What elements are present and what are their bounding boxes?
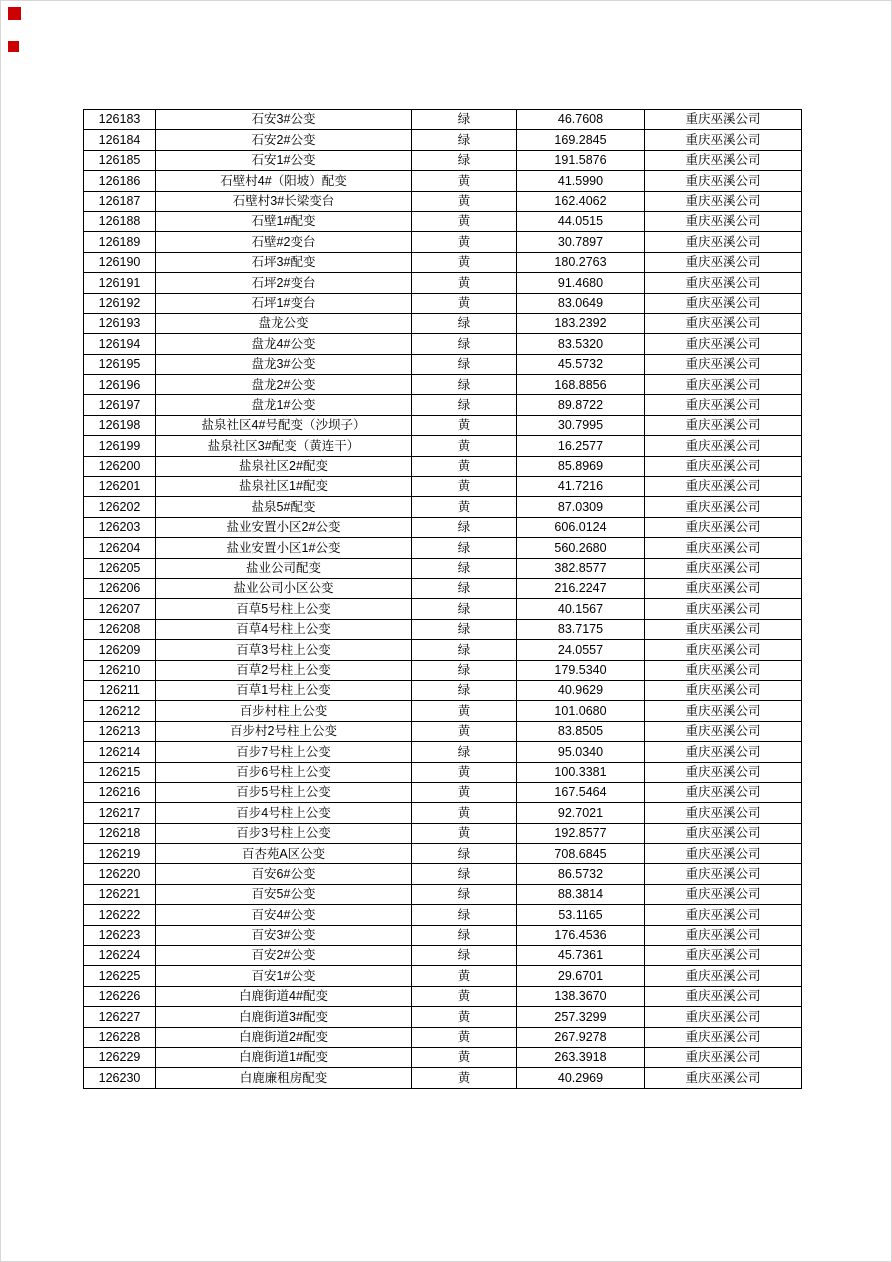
cell-name: 百步村2号柱上公变 [156,721,412,741]
cell-company: 重庆巫溪公司 [645,721,802,741]
table-row [84,966,802,986]
cell-status: 绿 [412,925,517,945]
cell-id: 126230 [84,1068,156,1088]
cell-status: 黄 [412,273,517,293]
cell-value: 83.0649 [517,293,645,313]
cell-value: 138.3670 [517,986,645,1006]
cell-company: 重庆巫溪公司 [645,191,802,211]
cell-status: 黄 [412,986,517,1006]
cell-company: 重庆巫溪公司 [645,762,802,782]
cell-name: 百步6号柱上公变 [156,762,412,782]
table-row [84,946,802,966]
cell-id: 126228 [84,1027,156,1047]
cell-value: 101.0680 [517,701,645,721]
cell-value: 560.2680 [517,538,645,558]
cell-name: 百安3#公变 [156,925,412,945]
cell-id: 126214 [84,742,156,762]
cell-name: 盐业安置小区1#公变 [156,538,412,558]
cell-name: 盐泉5#配变 [156,497,412,517]
cell-company: 重庆巫溪公司 [645,599,802,619]
cell-name: 百安4#公变 [156,905,412,925]
cell-status: 黄 [412,456,517,476]
cell-name: 百安1#公变 [156,966,412,986]
cell-id: 126193 [84,313,156,333]
cell-name: 百步村柱上公变 [156,701,412,721]
cell-value: 167.5464 [517,782,645,802]
cell-id: 126201 [84,477,156,497]
cell-value: 168.8856 [517,375,645,395]
cell-id: 126219 [84,844,156,864]
table-row [84,252,802,272]
table-row [84,925,802,945]
cell-name: 盘龙2#公变 [156,375,412,395]
cell-company: 重庆巫溪公司 [645,415,802,435]
cell-value: 83.5320 [517,334,645,354]
cell-name: 百杏苑A区公变 [156,844,412,864]
cell-status: 绿 [412,354,517,374]
table-row [84,375,802,395]
cell-value: 83.7175 [517,619,645,639]
cell-value: 45.7361 [517,946,645,966]
cell-value: 267.9278 [517,1027,645,1047]
table-row [84,517,802,537]
cell-status: 绿 [412,313,517,333]
cell-company: 重庆巫溪公司 [645,946,802,966]
table-row [84,130,802,150]
cell-id: 126221 [84,884,156,904]
cell-status: 黄 [412,823,517,843]
cell-name: 石壁1#配变 [156,211,412,231]
cell-company: 重庆巫溪公司 [645,1068,802,1088]
cell-status: 绿 [412,619,517,639]
cell-status: 绿 [412,375,517,395]
cell-status: 绿 [412,905,517,925]
cell-id: 126212 [84,701,156,721]
cell-id: 126205 [84,558,156,578]
cell-company: 重庆巫溪公司 [645,742,802,762]
cell-name: 白鹿廉租房配变 [156,1068,412,1088]
table-row [84,232,802,252]
cell-status: 绿 [412,558,517,578]
table-row [84,313,802,333]
cell-value: 86.5732 [517,864,645,884]
cell-name: 盘龙4#公变 [156,334,412,354]
cell-status: 黄 [412,782,517,802]
cell-name: 百安2#公变 [156,946,412,966]
cell-name: 百步4号柱上公变 [156,803,412,823]
cell-name: 盘龙公变 [156,313,412,333]
table-row [84,701,802,721]
cell-company: 重庆巫溪公司 [645,110,802,130]
table-row [84,1047,802,1067]
cell-value: 192.8577 [517,823,645,843]
cell-id: 126195 [84,354,156,374]
table-row [84,415,802,435]
cell-name: 盐泉社区1#配变 [156,477,412,497]
cell-name: 百草3号柱上公变 [156,640,412,660]
cell-name: 盐泉社区4#号配变（沙坝子） [156,415,412,435]
cell-id: 126187 [84,191,156,211]
table-row [84,782,802,802]
cell-status: 黄 [412,803,517,823]
cell-company: 重庆巫溪公司 [645,477,802,497]
cell-id: 126204 [84,538,156,558]
cell-name: 百草5号柱上公变 [156,599,412,619]
cell-company: 重庆巫溪公司 [645,680,802,700]
cell-id: 126210 [84,660,156,680]
cell-value: 24.0557 [517,640,645,660]
cell-status: 绿 [412,864,517,884]
cell-status: 黄 [412,293,517,313]
red-marker-second [8,41,19,52]
cell-status: 黄 [412,252,517,272]
cell-id: 126202 [84,497,156,517]
cell-value: 40.2969 [517,1068,645,1088]
cell-id: 126208 [84,619,156,639]
cell-value: 95.0340 [517,742,645,762]
cell-id: 126217 [84,803,156,823]
cell-company: 重庆巫溪公司 [645,436,802,456]
cell-status: 绿 [412,130,517,150]
cell-company: 重庆巫溪公司 [645,293,802,313]
cell-name: 石安1#公变 [156,150,412,170]
cell-value: 44.0515 [517,211,645,231]
table-row [84,150,802,170]
table-row [84,660,802,680]
cell-id: 126227 [84,1007,156,1027]
table-row [84,273,802,293]
cell-company: 重庆巫溪公司 [645,925,802,945]
cell-id: 126192 [84,293,156,313]
cell-status: 黄 [412,415,517,435]
cell-status: 黄 [412,701,517,721]
cell-name: 百草2号柱上公变 [156,660,412,680]
table-row [84,395,802,415]
cell-company: 重庆巫溪公司 [645,517,802,537]
cell-company: 重庆巫溪公司 [645,1027,802,1047]
table-row [84,762,802,782]
cell-status: 黄 [412,171,517,191]
cell-company: 重庆巫溪公司 [645,701,802,721]
table-row [84,884,802,904]
table-row [84,110,802,130]
cell-name: 白鹿街道4#配变 [156,986,412,1006]
cell-company: 重庆巫溪公司 [645,354,802,374]
table-row [84,640,802,660]
cell-value: 45.5732 [517,354,645,374]
cell-company: 重庆巫溪公司 [645,660,802,680]
cell-status: 黄 [412,436,517,456]
cell-name: 盐业公司配变 [156,558,412,578]
table-row [84,721,802,741]
cell-value: 162.4062 [517,191,645,211]
cell-id: 126183 [84,110,156,130]
cell-status: 黄 [412,497,517,517]
cell-status: 绿 [412,742,517,762]
transformer-table [83,109,802,1089]
cell-name: 白鹿街道2#配变 [156,1027,412,1047]
cell-status: 绿 [412,680,517,700]
cell-name: 盘龙3#公变 [156,354,412,374]
cell-status: 黄 [412,762,517,782]
cell-value: 169.2845 [517,130,645,150]
cell-name: 盐业公司小区公变 [156,578,412,598]
cell-id: 126207 [84,599,156,619]
table-row [84,905,802,925]
cell-name: 石壁村3#长梁变台 [156,191,412,211]
table-row [84,823,802,843]
cell-id: 126186 [84,171,156,191]
cell-company: 重庆巫溪公司 [645,211,802,231]
cell-value: 263.3918 [517,1047,645,1067]
cell-status: 绿 [412,844,517,864]
cell-id: 126226 [84,986,156,1006]
table-row [84,293,802,313]
cell-id: 126190 [84,252,156,272]
cell-status: 绿 [412,946,517,966]
cell-value: 382.8577 [517,558,645,578]
cell-id: 126220 [84,864,156,884]
cell-value: 41.7216 [517,477,645,497]
cell-value: 89.8722 [517,395,645,415]
cell-company: 重庆巫溪公司 [645,803,802,823]
table-row [84,477,802,497]
cell-status: 黄 [412,211,517,231]
cell-company: 重庆巫溪公司 [645,640,802,660]
cell-id: 126194 [84,334,156,354]
cell-company: 重庆巫溪公司 [645,273,802,293]
cell-value: 92.7021 [517,803,645,823]
cell-value: 708.6845 [517,844,645,864]
cell-company: 重庆巫溪公司 [645,619,802,639]
cell-status: 黄 [412,191,517,211]
cell-company: 重庆巫溪公司 [645,395,802,415]
cell-value: 216.2247 [517,578,645,598]
cell-id: 126185 [84,150,156,170]
cell-company: 重庆巫溪公司 [645,171,802,191]
cell-name: 盐泉社区3#配变（黄连干） [156,436,412,456]
cell-id: 126216 [84,782,156,802]
table-row [84,742,802,762]
red-marker-top [8,7,21,20]
cell-value: 30.7995 [517,415,645,435]
table-row [84,191,802,211]
cell-company: 重庆巫溪公司 [645,538,802,558]
cell-name: 石坪3#配变 [156,252,412,272]
cell-name: 百安6#公变 [156,864,412,884]
cell-status: 绿 [412,395,517,415]
table-row [84,436,802,456]
cell-status: 绿 [412,334,517,354]
table-row [84,1027,802,1047]
cell-value: 87.0309 [517,497,645,517]
cell-company: 重庆巫溪公司 [645,864,802,884]
cell-value: 29.6701 [517,966,645,986]
cell-company: 重庆巫溪公司 [645,232,802,252]
cell-value: 179.5340 [517,660,645,680]
cell-company: 重庆巫溪公司 [645,375,802,395]
table-row [84,986,802,1006]
cell-status: 绿 [412,660,517,680]
cell-status: 绿 [412,578,517,598]
cell-value: 41.5990 [517,171,645,191]
cell-company: 重庆巫溪公司 [645,558,802,578]
table-row [84,171,802,191]
cell-status: 黄 [412,966,517,986]
table-row [84,803,802,823]
cell-name: 百步5号柱上公变 [156,782,412,802]
cell-name: 石安2#公变 [156,130,412,150]
cell-company: 重庆巫溪公司 [645,966,802,986]
table-row [84,680,802,700]
cell-status: 黄 [412,1047,517,1067]
table-row [84,844,802,864]
table-row [84,497,802,517]
cell-name: 石坪1#变台 [156,293,412,313]
cell-company: 重庆巫溪公司 [645,334,802,354]
cell-id: 126222 [84,905,156,925]
cell-value: 191.5876 [517,150,645,170]
table-row [84,1007,802,1027]
table-row [84,864,802,884]
table-row [84,1068,802,1088]
cell-status: 黄 [412,232,517,252]
cell-id: 126223 [84,925,156,945]
cell-id: 126197 [84,395,156,415]
cell-company: 重庆巫溪公司 [645,823,802,843]
cell-name: 百草1号柱上公变 [156,680,412,700]
cell-company: 重庆巫溪公司 [645,130,802,150]
cell-id: 126225 [84,966,156,986]
table-row [84,456,802,476]
cell-value: 46.7608 [517,110,645,130]
cell-value: 100.3381 [517,762,645,782]
cell-name: 盘龙1#公变 [156,395,412,415]
table-row [84,619,802,639]
cell-company: 重庆巫溪公司 [645,884,802,904]
cell-id: 126229 [84,1047,156,1067]
table-row [84,334,802,354]
cell-company: 重庆巫溪公司 [645,456,802,476]
cell-company: 重庆巫溪公司 [645,497,802,517]
cell-company: 重庆巫溪公司 [645,1047,802,1067]
cell-id: 126211 [84,680,156,700]
cell-company: 重庆巫溪公司 [645,782,802,802]
cell-status: 绿 [412,517,517,537]
cell-name: 白鹿街道1#配变 [156,1047,412,1067]
cell-value: 88.3814 [517,884,645,904]
cell-value: 53.1165 [517,905,645,925]
cell-value: 85.8969 [517,456,645,476]
cell-status: 黄 [412,1068,517,1088]
cell-name: 石壁村4#（阳坡）配变 [156,171,412,191]
cell-status: 黄 [412,721,517,741]
cell-id: 126189 [84,232,156,252]
cell-name: 盐泉社区2#配变 [156,456,412,476]
cell-company: 重庆巫溪公司 [645,986,802,1006]
cell-status: 绿 [412,640,517,660]
cell-company: 重庆巫溪公司 [645,578,802,598]
cell-id: 126200 [84,456,156,476]
cell-name: 白鹿街道3#配变 [156,1007,412,1027]
cell-name: 百步7号柱上公变 [156,742,412,762]
cell-value: 183.2392 [517,313,645,333]
table-row [84,578,802,598]
cell-status: 黄 [412,1007,517,1027]
cell-status: 黄 [412,477,517,497]
cell-id: 126199 [84,436,156,456]
table-row [84,211,802,231]
cell-company: 重庆巫溪公司 [645,905,802,925]
cell-status: 绿 [412,150,517,170]
cell-company: 重庆巫溪公司 [645,1007,802,1027]
cell-id: 126224 [84,946,156,966]
table-row [84,558,802,578]
cell-name: 百步3号柱上公变 [156,823,412,843]
cell-status: 绿 [412,884,517,904]
cell-value: 176.4536 [517,925,645,945]
cell-value: 91.4680 [517,273,645,293]
cell-name: 百安5#公变 [156,884,412,904]
cell-name: 盐业安置小区2#公变 [156,517,412,537]
cell-id: 126203 [84,517,156,537]
cell-name: 石坪2#变台 [156,273,412,293]
table-body [84,110,802,1089]
cell-company: 重庆巫溪公司 [645,844,802,864]
cell-company: 重庆巫溪公司 [645,150,802,170]
table-row [84,354,802,374]
table-row [84,599,802,619]
cell-id: 126196 [84,375,156,395]
cell-status: 绿 [412,110,517,130]
cell-value: 16.2577 [517,436,645,456]
cell-id: 126188 [84,211,156,231]
cell-id: 126184 [84,130,156,150]
cell-status: 绿 [412,538,517,558]
cell-value: 83.8505 [517,721,645,741]
cell-id: 126198 [84,415,156,435]
cell-id: 126191 [84,273,156,293]
cell-value: 606.0124 [517,517,645,537]
cell-id: 126218 [84,823,156,843]
cell-id: 126213 [84,721,156,741]
table-row [84,538,802,558]
cell-company: 重庆巫溪公司 [645,252,802,272]
cell-id: 126206 [84,578,156,598]
cell-name: 石安3#公变 [156,110,412,130]
cell-company: 重庆巫溪公司 [645,313,802,333]
cell-status: 绿 [412,599,517,619]
cell-value: 40.1567 [517,599,645,619]
cell-id: 126215 [84,762,156,782]
cell-value: 40.9629 [517,680,645,700]
cell-name: 百草4号柱上公变 [156,619,412,639]
cell-name: 石壁#2变台 [156,232,412,252]
cell-value: 180.2763 [517,252,645,272]
cell-value: 30.7897 [517,232,645,252]
cell-value: 257.3299 [517,1007,645,1027]
cell-id: 126209 [84,640,156,660]
cell-status: 黄 [412,1027,517,1047]
